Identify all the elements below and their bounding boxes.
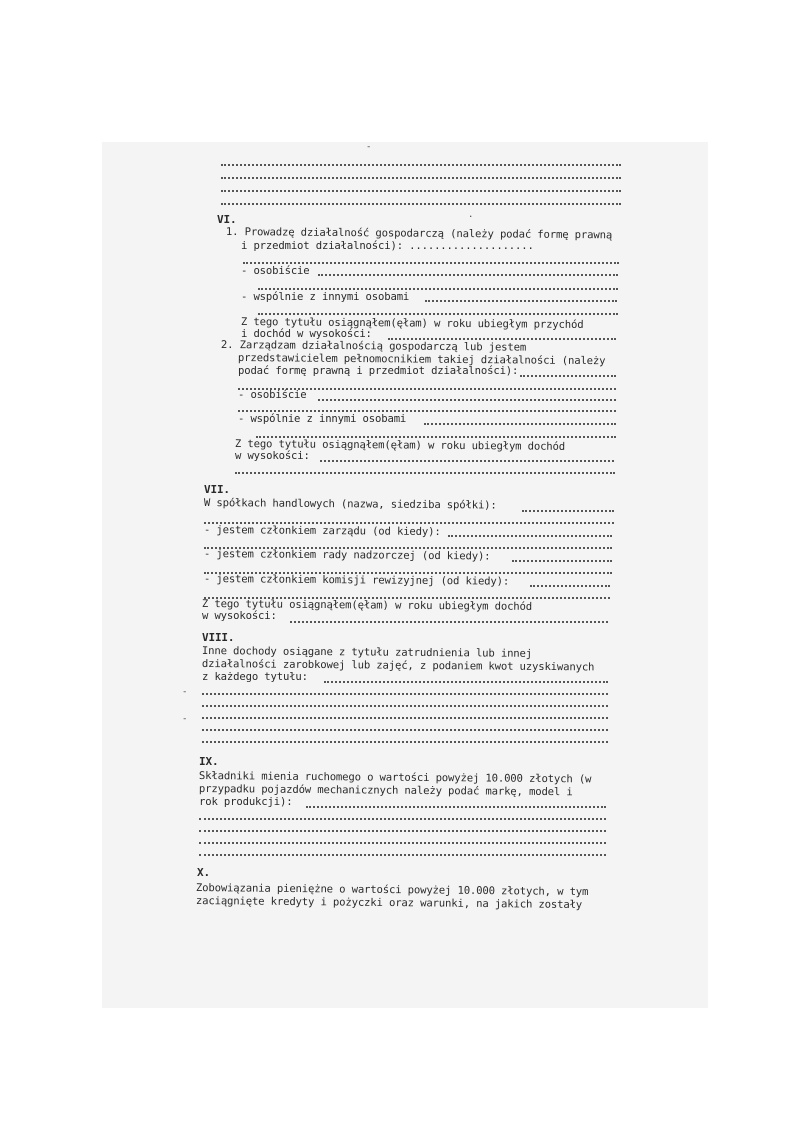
vi-item2-line1: 2. Zarządzam działalnością gospodarczą lub jestem [220, 339, 527, 354]
dotted-fill-line [199, 842, 606, 844]
vii-board: - jestem członkiem zarządu (od kiedy): [203, 524, 441, 539]
vii-supervisory: - jestem członkiem rady nadzorczej (od kiedy): [203, 548, 491, 563]
vi-item2-joint: - wspólnie z innymi osobami [238, 413, 407, 425]
ix-line3: rok produkcji): [199, 796, 293, 808]
x-line1: Zobowiązania pieniężne o wartości powyżej 10.000 złotych, w tym [195, 882, 589, 899]
dotted-fill-line [320, 460, 614, 462]
vi-item1-income-line2: i dochód w wysokości: [241, 328, 372, 340]
dotted-fill-line [512, 560, 612, 562]
dotted-fill-line [522, 510, 614, 512]
viii-line3: z każdego tytułu: [202, 671, 308, 683]
vii-line1: W spółkach handlowych (nazwa, siedziba spółki): [203, 497, 497, 512]
vi-item1-personal: - osobiście [241, 265, 310, 277]
section-vi-heading: VI. [217, 213, 237, 226]
dotted-fill-line [221, 190, 621, 192]
vi-item1-line2: i przedmiot działalności): .................... [241, 240, 534, 252]
vi-item1-joint: - wspólnie z innymi osobami [241, 291, 410, 303]
ix-line2: przypadku pojazdów mechanicznych należy podać markę, model i [198, 783, 573, 799]
dotted-fill-line [530, 585, 610, 587]
dotted-fill-line [324, 681, 608, 683]
scan-speck: - [366, 142, 372, 152]
vii-income-line1: Z tego tytułu osiągnąłem(ęłam) w roku ubiegłym dochód [201, 598, 533, 613]
ix-line1: Składniki mienia ruchomego o wartości powyżej 10.000 złotych (w [198, 770, 592, 786]
dotted-fill-line [424, 423, 616, 425]
vi-item2-personal: - osobiście [238, 389, 307, 401]
dotted-fill-line [448, 535, 612, 537]
vi-item2-line3: podać formę prawną i przedmiot działalności): [238, 365, 519, 377]
dotted-fill-line [221, 164, 621, 166]
x-line2: zaciągnięte kredyty i pożyczki oraz warunki, na jakich zostały [195, 895, 583, 912]
section-viii-heading: VIII. [202, 631, 235, 644]
scan-speck: . [468, 210, 474, 220]
dotted-fill-line [520, 375, 616, 377]
scan-speck: - [182, 714, 188, 724]
vi-item2-income-line1: Z tego tytułu osiągnąłem(ęłam) w roku ubiegłym dochód [234, 438, 566, 453]
dotted-fill-line [243, 262, 619, 264]
dotted-fill-line [235, 472, 615, 474]
dotted-fill-line [221, 203, 621, 205]
dotted-fill-line [290, 621, 608, 623]
scan-speck: - [182, 687, 188, 697]
dotted-fill-line [258, 313, 618, 315]
viii-line2: działalności zarobkowej lub zajęć, z podaniem kwot uzyskiwanych [201, 658, 595, 674]
section-ix-heading: IX. [199, 755, 219, 768]
dotted-fill-line [318, 399, 616, 401]
dotted-fill-line [318, 274, 618, 276]
vii-income-line2: w wysokości: [202, 610, 277, 622]
section-vii-heading: VII. [204, 483, 230, 496]
dotted-fill-line [202, 729, 608, 731]
dotted-fill-line [202, 705, 608, 707]
dotted-fill-line [202, 741, 608, 743]
dotted-fill-line [199, 818, 606, 820]
dotted-fill-line [202, 693, 608, 695]
section-x-heading: X. [197, 866, 210, 879]
vi-item1-income-line1: Z tego tytułu osiągnąłem(ęłam) w roku ubiegłym przychód [240, 316, 584, 331]
vi-item2-income-line2: w wysokości: [235, 450, 310, 462]
viii-line1: Inne dochody osiągane z tytułu zatrudnienia lub innej [201, 645, 533, 660]
vi-item1-line1: 1. Prowadzę działalność gospodarczą (należy podać formę prawną [225, 226, 613, 242]
dotted-fill-line [388, 338, 616, 340]
dotted-fill-line [199, 830, 606, 832]
dotted-fill-line [258, 288, 618, 290]
dotted-fill-line [306, 806, 606, 808]
dotted-fill-line [202, 717, 608, 719]
dotted-fill-line [199, 854, 606, 856]
vii-audit: - jestem członkiem komisji rewizyjnej (od kiedy): [203, 573, 510, 588]
dotted-fill-line [238, 410, 616, 412]
dotted-fill-line [221, 177, 621, 179]
vi-item2-line2: przedstawicielem pełnomocnikiem takiej działalności (należy [237, 352, 606, 368]
dotted-fill-line [425, 300, 617, 302]
